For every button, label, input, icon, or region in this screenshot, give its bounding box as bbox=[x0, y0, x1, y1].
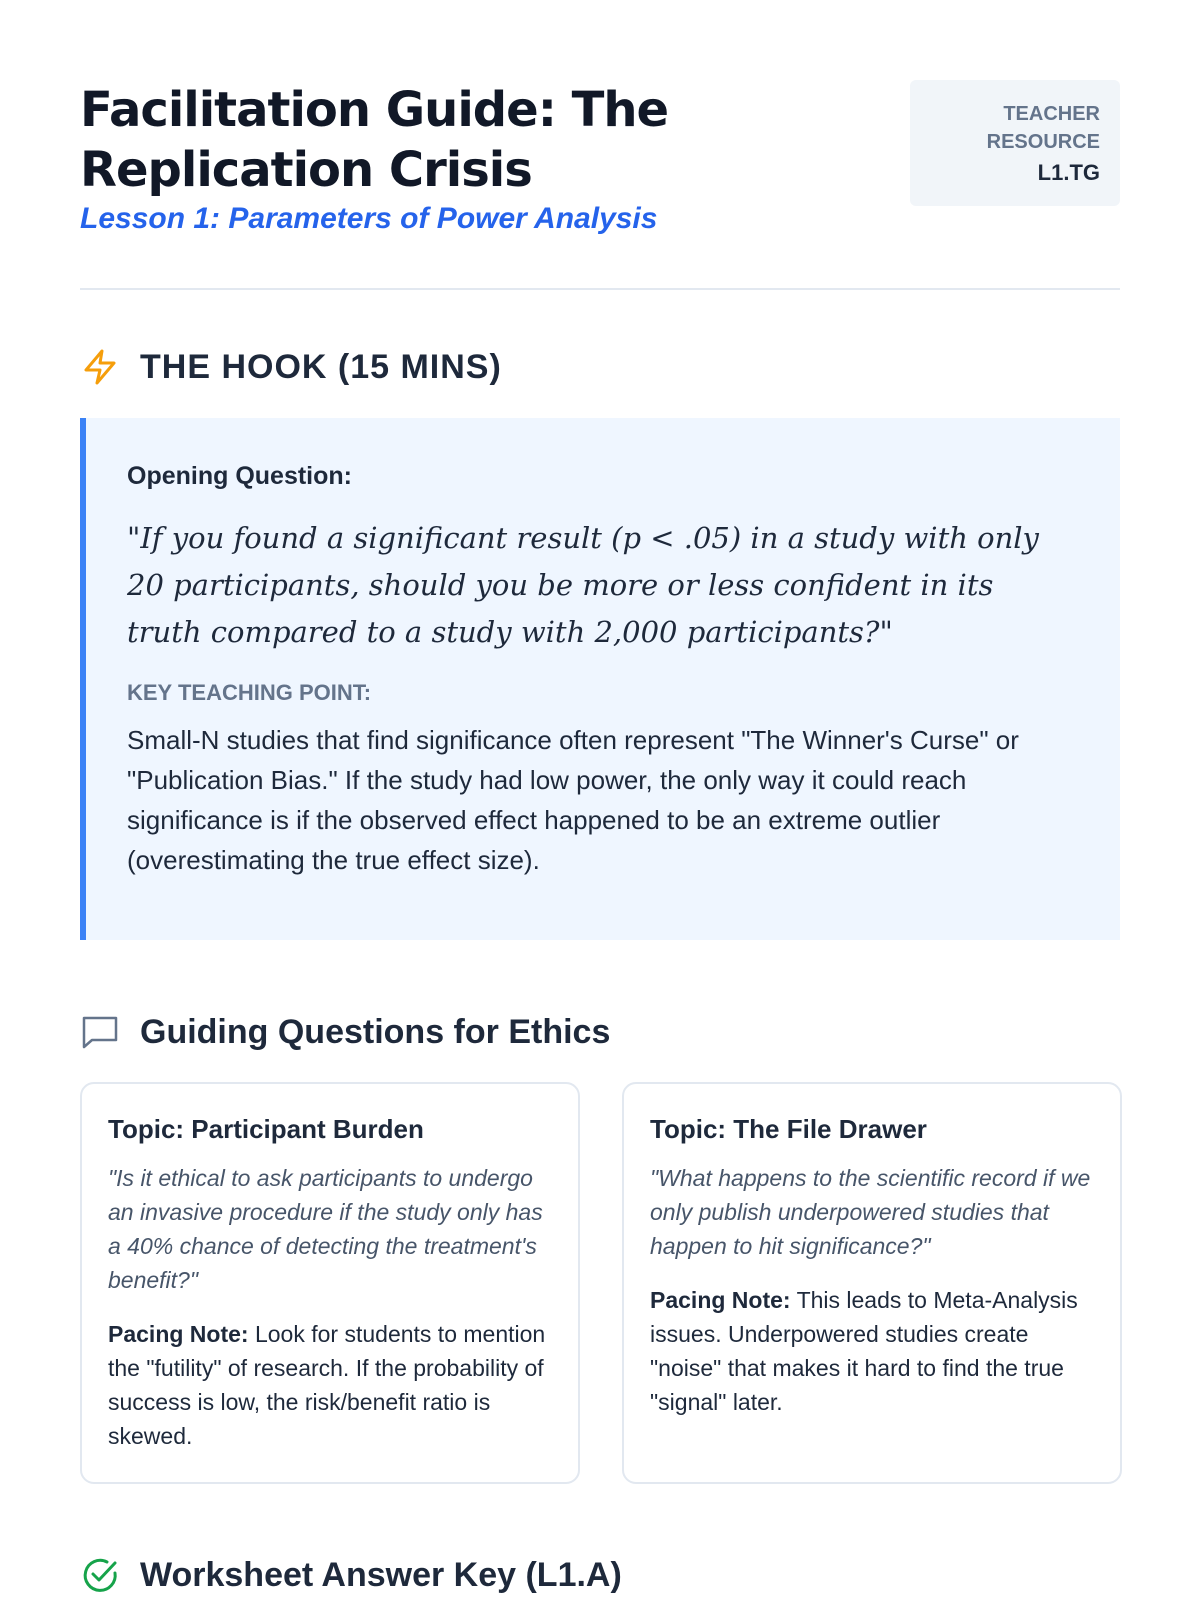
key-teaching-point: Small-N studies that find significance often represent "The Winner's Curse" or "Publication Bias." If the study had low power, the only way it could reach significance is if the observed effect happened to be an extreme outlier (overestimating the true effect size). bbox=[127, 725, 1019, 875]
pacing-note-text: This leads to Meta-Analysis issues. Underpowered studies create "noise" that makes it hard to find the true "signal" later. bbox=[650, 1287, 1078, 1415]
ethics-heading: Guiding Questions for Ethics bbox=[140, 1012, 611, 1051]
hook-callout bbox=[80, 418, 1120, 940]
page-title: Facilitation Guide: The Replication Crisis bbox=[80, 82, 669, 198]
answer-key-heading: Worksheet Answer Key (L1.A) bbox=[140, 1555, 622, 1594]
page-header bbox=[80, 80, 1120, 250]
lightning-icon bbox=[80, 347, 120, 387]
ethics-card-participant-burden bbox=[80, 1082, 580, 1484]
pacing-note-label: Pacing Note: bbox=[650, 1287, 791, 1313]
card-question: "Is it ethical to ask participants to undergo an invasive procedure if the study only has a 40% chance of detecting the treatment's benefit?" bbox=[108, 1165, 543, 1293]
opening-question-label: Opening Question: bbox=[127, 462, 352, 490]
header-divider bbox=[80, 288, 1120, 290]
hook-section-header bbox=[80, 347, 502, 387]
card-pacing-note bbox=[650, 1283, 1094, 1419]
pacing-note-label: Pacing Note: bbox=[108, 1321, 249, 1347]
card-pacing-note bbox=[108, 1317, 552, 1453]
speech-bubble-icon bbox=[80, 1012, 120, 1052]
badge-code: L1.TG bbox=[1037, 160, 1100, 185]
badge-label: TEACHER RESOURCE bbox=[986, 103, 1100, 153]
hook-heading: THE HOOK (15 MINS) bbox=[140, 347, 502, 386]
resource-badge bbox=[910, 80, 1120, 206]
opening-question: "If you found a significant result (p < .05) in a study with only 20 participants, should you be more or less confident in its truth compared to a study with 2,000 participants?" bbox=[127, 521, 1039, 649]
pacing-note-text: Look for students to mention the "futility" of research. If the probability of success is low, the risk/benefit ratio is skewed. bbox=[108, 1321, 546, 1449]
key-teaching-point-label: KEY TEACHING POINT: bbox=[127, 680, 372, 705]
answer-key-section-header bbox=[80, 1555, 622, 1595]
ethics-section-header bbox=[80, 1012, 610, 1052]
card-topic: Topic: Participant Burden bbox=[108, 1114, 424, 1144]
card-question: "What happens to the scientific record if we only publish underpowered studies that happen to hit significance?" bbox=[650, 1165, 1091, 1259]
check-circle-icon bbox=[80, 1555, 120, 1595]
lesson-subtitle: Lesson 1: Parameters of Power Analysis bbox=[80, 202, 658, 235]
card-topic: Topic: The File Drawer bbox=[650, 1114, 927, 1144]
ethics-card-file-drawer bbox=[622, 1082, 1122, 1484]
